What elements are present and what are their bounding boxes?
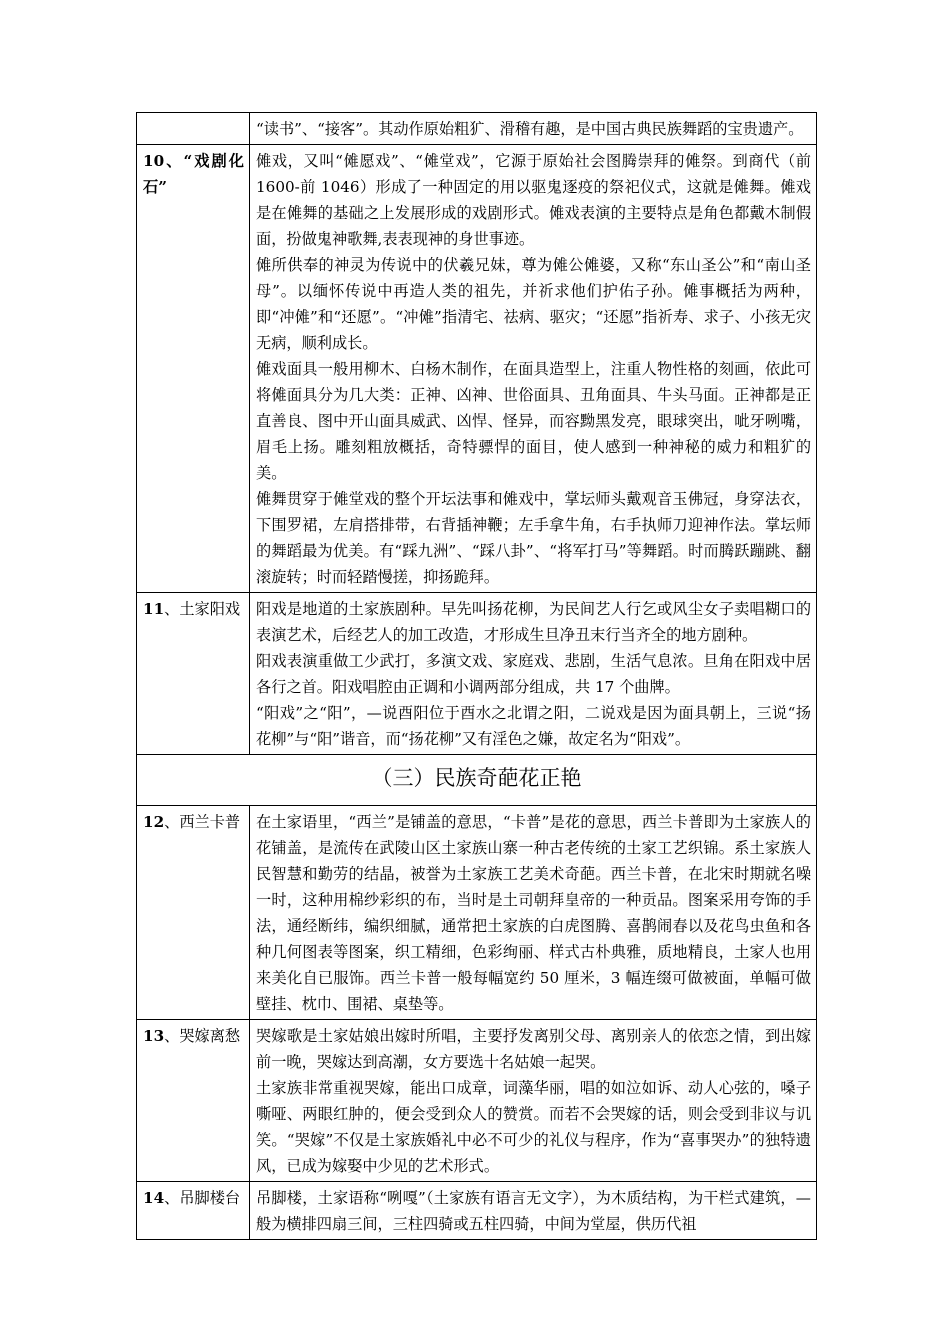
- item-title: 、“戏剧化石”: [143, 152, 244, 196]
- section-row: [137, 755, 817, 806]
- item-number: 11: [143, 600, 165, 618]
- item-number: 14: [143, 1189, 165, 1207]
- paragraph: 傩舞贯穿于傩堂戏的整个开坛法事和傩戏中，掌坛师头戴观音玉佛冠，身穿法衣，下围罗裙，左肩搭排带，右背插神鞭；左手拿牛角，右手执师刀迎神作法。掌坛师的舞蹈最为优美。有“踩九洲”、“踩八卦”、“将军打马”等舞蹈。时而腾跃蹦跳、翻滚旋转；时而轻踏慢搓，抑扬跪拜。: [256, 490, 811, 586]
- table-row: [137, 593, 817, 755]
- paragraph: “读书”、“接客”。其动作原始粗犷、滑稽有趣，是中国古典民族舞蹈的宝贵遗产。: [256, 120, 804, 138]
- item-title: 、吊脚楼台: [164, 1189, 241, 1207]
- row-body-cell: [250, 113, 817, 145]
- item-title: 、西兰卡普: [164, 813, 241, 831]
- paragraph: “阳戏”之“阳”，—说酉阳位于酉水之北谓之阳，二说戏是因为面具朝上，三说“扬花柳”与“阳”谐音，而“扬花柳”又有淫色之嫌，故定名为“阳戏”。: [256, 704, 811, 748]
- row-label-cell: [137, 113, 250, 145]
- content-table: [136, 112, 817, 1240]
- row-body-cell: [250, 1020, 817, 1182]
- paragraph: 土家族非常重视哭嫁，能出口成章，词藻华丽，唱的如泣如诉、动人心弦的，嗓子嘶哑、两眼红肿的，便会受到众人的赞赏。而若不会哭嫁的话，则会受到非议与讥笑。“哭嫁”不仅是土家族婚礼中必不可少的礼仪与程序，作为“喜事哭办”的独特遗风，已成为嫁娶中少见的艺术形式。: [256, 1079, 811, 1175]
- row-label-cell: [137, 806, 250, 1020]
- table-row: [137, 113, 817, 145]
- table-row: [137, 806, 817, 1020]
- row-label-cell: [137, 145, 250, 593]
- paragraph: 傩戏面具一般用柳木、白杨木制作，在面具造型上，注重人物性格的刻画，依此可将傩面具分为几大类：正神、凶神、世俗面具、丑角面具、牛头马面。正神都是正直善良、图中开山面具威武、凶悍、怪异，而容黝黑发亮，眼球突出，呲牙咧嘴，眉毛上扬。雕刻粗放概括，奇特骠悍的面目，使人感到一种神秘的威力和粗犷的美。: [256, 360, 811, 482]
- paragraph: 吊脚楼，土家语称“咧嘎”（土家族有语言无文字），为木质结构，为干栏式建筑，—般为横排四扇三间，三柱四骑或五柱四骑，中间为堂屋，供历代祖: [256, 1189, 811, 1233]
- paragraph: 阳戏是地道的土家族剧种。早先叫扬花柳，为民间艺人行乞或风尘女子卖唱糊口的表演艺术，后经艺人的加工改造，才形成生旦净丑末行当齐全的地方剧种。: [256, 600, 811, 644]
- table-row: [137, 145, 817, 593]
- item-number: 12: [143, 813, 165, 831]
- paragraph: 傩所供奉的神灵为传说中的伏羲兄妹，尊为傩公傩婆，又称“东山圣公”和“南山圣母”。以缅怀传说中再造人类的祖先，并祈求他们护佑子孙。傩事概括为两种，即“冲傩”和“还愿”。“冲傩”指清宅、祛病、驱灾；“还愿”指祈寿、求子、小孩无灾无病，顺利成长。: [256, 256, 811, 352]
- row-label-cell: [137, 593, 250, 755]
- row-label-cell: [137, 1020, 250, 1182]
- row-body-cell: [250, 145, 817, 593]
- row-body-cell: [250, 593, 817, 755]
- row-label-cell: [137, 1182, 250, 1240]
- table-row: [137, 1020, 817, 1182]
- section-title: （三）民族奇葩花正艳: [137, 755, 817, 806]
- table-row: [137, 1182, 817, 1240]
- item-title: 、土家阳戏: [164, 600, 241, 618]
- item-number: 10: [143, 152, 165, 170]
- item-number: 13: [143, 1027, 165, 1045]
- paragraph: 哭嫁歌是土家姑娘出嫁时所唱，主要抒发离别父母、离别亲人的依恋之情，到出嫁前一晚，哭嫁达到高潮，女方要选十名姑娘一起哭。: [256, 1027, 811, 1071]
- row-body-cell: [250, 1182, 817, 1240]
- paragraph: 阳戏表演重做工少武打，多演文戏、家庭戏、悲剧，生活气息浓。旦角在阳戏中居各行之首。阳戏唱腔由正调和小调两部分组成，共 17 个曲牌。: [256, 652, 811, 696]
- paragraph: 傩戏，又叫“傩愿戏”、“傩堂戏”，它源于原始社会图腾崇拜的傩祭。到商代（前 1600-前 1046）形成了一种固定的用以驱鬼逐疫的祭祀仪式，这就是傩舞。傩戏是在傩舞的基础之上发展形成的戏剧形式。傩戏表演的主要特点是角色都戴木制假面，扮做鬼神歌舞,表表现神的身世事迹。: [256, 152, 811, 248]
- row-body-cell: [250, 806, 817, 1020]
- paragraph: 在土家语里，“西兰”是铺盖的意思，“卡普”是花的意思，西兰卡普即为土家族人的花铺盖，是流传在武陵山区土家族山寨一种古老传统的土家工艺织锦。系土家族人民智慧和勤劳的结晶，被誉为土家族工艺美术奇葩。西兰卡普，在北宋时期就名噪一时，这种用棉纱彩织的布，当时是土司朝拜皇帝的一种贡品。图案采用夸饰的手法，通经断纬，编织细腻，通常把土家族的白虎图腾、喜鹊闹春以及花鸟虫鱼和各种几何图表等图案，织工精细，色彩绚丽、样式古朴典雅，质地精良，土家人也用来美化自已服饰。西兰卡普一般每幅宽约 50 厘米，3 幅连缀可做被面，单幅可做壁挂、枕巾、围裙、桌垫等。: [256, 813, 811, 1013]
- item-title: 、哭嫁离愁: [164, 1027, 241, 1045]
